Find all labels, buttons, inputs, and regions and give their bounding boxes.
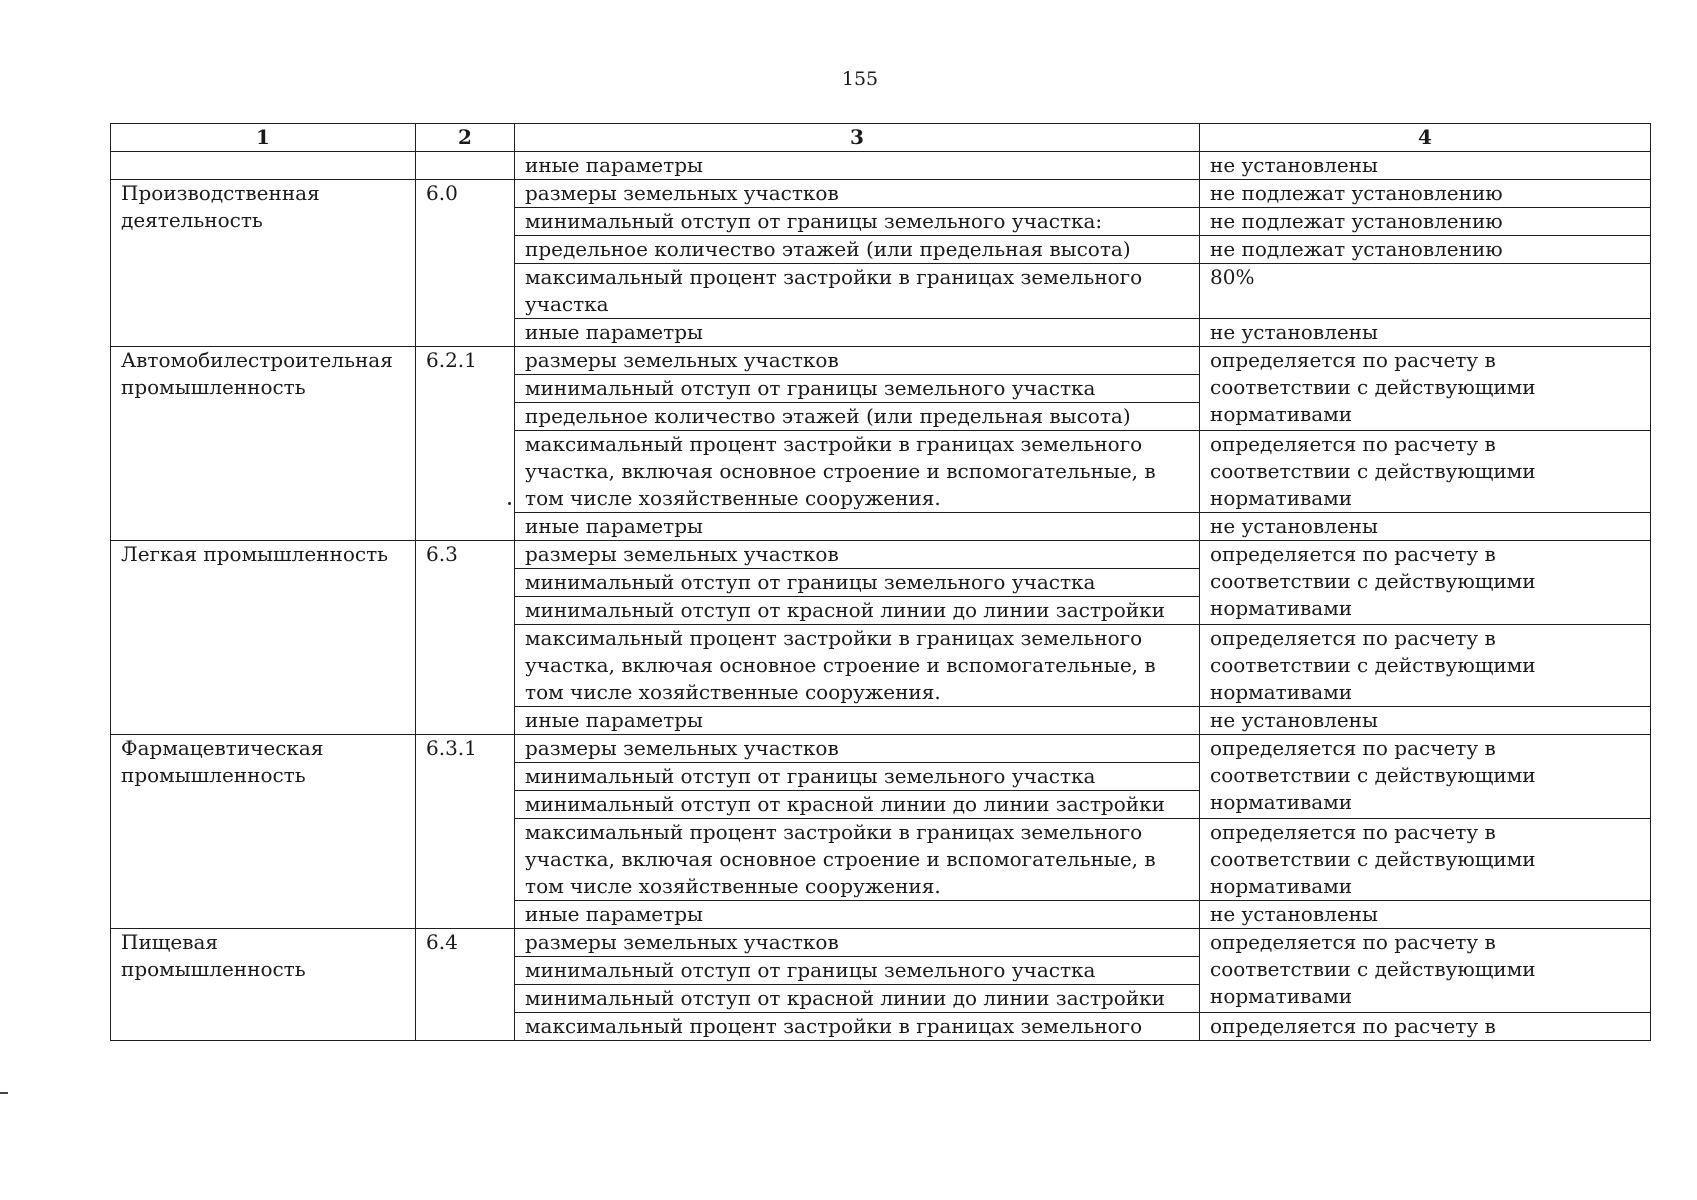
land-use-type: Производственная деятельность xyxy=(111,180,416,347)
parameter-name: минимальный отступ от границы земельного участка xyxy=(515,375,1200,403)
table-row xyxy=(111,347,1651,375)
parameter-name: минимальный отступ от границы земельного участка xyxy=(515,569,1200,597)
land-use-type: Фармацевтическая промышленность xyxy=(111,735,416,929)
table-body xyxy=(111,152,1651,1041)
parameter-name: минимальный отступ от красной линии до линии застройки xyxy=(515,597,1200,625)
parameter-name: предельное количество этажей (или предельная высота) xyxy=(515,403,1200,431)
stray-dot xyxy=(508,502,511,505)
parameter-name: иные параметры xyxy=(515,901,1200,929)
parameter-name: минимальный отступ от границы земельного участка xyxy=(515,763,1200,791)
parameter-value: определяется по расчету в соответствии с действующими нормативами xyxy=(1200,431,1651,513)
parameter-name: размеры земельных участков xyxy=(515,180,1200,208)
table-row xyxy=(111,152,1651,180)
land-use-type xyxy=(111,152,416,180)
parameter-value: не подлежат установлению xyxy=(1200,208,1651,236)
parameter-value: не установлены xyxy=(1200,707,1651,735)
parameter-name: размеры земельных участков xyxy=(515,735,1200,763)
parameter-name: минимальный отступ от границы земельного участка xyxy=(515,957,1200,985)
land-use-type: Автомобилестроительная промышленность xyxy=(111,347,416,541)
parameter-name: минимальный отступ от красной линии до линии застройки xyxy=(515,985,1200,1013)
parameter-name: предельное количество этажей (или предельная высота) xyxy=(515,236,1200,264)
parameter-name: размеры земельных участков xyxy=(515,347,1200,375)
parameter-name: максимальный процент застройки в границах земельного участка, включая основное строение и вспомогательные, в том числе хозяйственные сооружения. xyxy=(515,819,1200,901)
parameter-value: не установлены xyxy=(1200,152,1651,180)
parameter-name: минимальный отступ от границы земельного участка: xyxy=(515,208,1200,236)
land-use-code: 6.2.1 xyxy=(416,347,515,541)
page-number: 155 xyxy=(841,68,879,90)
parameter-value: определяется по расчету в соответствии с действующими нормативами xyxy=(1200,929,1651,1013)
table-row xyxy=(111,541,1651,569)
header-col-4: 4 xyxy=(1200,124,1651,152)
parameter-value: определяется по расчету в соответствии с действующими нормативами xyxy=(1200,819,1651,901)
header-col-2: 2 xyxy=(416,124,515,152)
table-row xyxy=(111,180,1651,208)
header-col-3: 3 xyxy=(515,124,1200,152)
parameter-name: размеры земельных участков xyxy=(515,541,1200,569)
parameter-name: максимальный процент застройки в границах земельного xyxy=(515,1013,1200,1041)
land-use-code: 6.0 xyxy=(416,180,515,347)
parameter-name: иные параметры xyxy=(515,707,1200,735)
parameter-value: определяется по расчету в xyxy=(1200,1013,1651,1041)
parameter-value: не подлежат установлению xyxy=(1200,236,1651,264)
land-use-code: 6.3 xyxy=(416,541,515,735)
parameter-name: минимальный отступ от красной линии до линии застройки xyxy=(515,791,1200,819)
margin-mark xyxy=(0,1092,8,1094)
land-use-code: 6.3.1 xyxy=(416,735,515,929)
parameter-value: не установлены xyxy=(1200,319,1651,347)
parameter-value: 80% xyxy=(1200,264,1651,319)
parameter-value: определяется по расчету в соответствии с действующими нормативами xyxy=(1200,347,1651,431)
table-row xyxy=(111,735,1651,763)
table-row xyxy=(111,929,1651,957)
parameter-name: максимальный процент застройки в границах земельного участка, включая основное строение и вспомогательные, в том числе хозяйственные сооружения. xyxy=(515,625,1200,707)
land-use-parameters-table xyxy=(110,123,1651,1041)
parameter-value: не установлены xyxy=(1200,513,1651,541)
parameter-name: иные параметры xyxy=(515,319,1200,347)
table-header xyxy=(111,124,1651,152)
land-use-code: 6.4 xyxy=(416,929,515,1041)
parameter-value: определяется по расчету в соответствии с действующими нормативами xyxy=(1200,735,1651,819)
parameter-name: иные параметры xyxy=(515,152,1200,180)
parameter-value: определяется по расчету в соответствии с действующими нормативами xyxy=(1200,541,1651,625)
parameter-value: не установлены xyxy=(1200,901,1651,929)
parameter-name: иные параметры xyxy=(515,513,1200,541)
parameter-name: максимальный процент застройки в границах земельного участка xyxy=(515,264,1200,319)
header-col-1: 1 xyxy=(111,124,416,152)
land-use-type: Пищевая промышленность xyxy=(111,929,416,1041)
parameter-value: не подлежат установлению xyxy=(1200,180,1651,208)
parameter-name: максимальный процент застройки в границах земельного участка, включая основное строение и вспомогательные, в том числе хозяйственные сооружения. xyxy=(515,431,1200,513)
header-row xyxy=(111,124,1651,152)
parameter-name: размеры земельных участков xyxy=(515,929,1200,957)
parameter-value: определяется по расчету в соответствии с действующими нормативами xyxy=(1200,625,1651,707)
land-use-type: Легкая промышленность xyxy=(111,541,416,735)
land-use-code xyxy=(416,152,515,180)
